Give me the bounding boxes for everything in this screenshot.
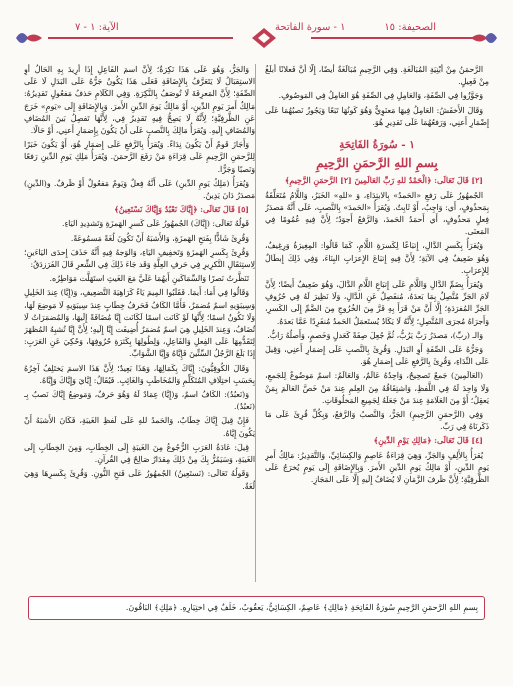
header-rule-right — [311, 37, 484, 39]
paragraph: وَقُرِئَ بِكَسرِ الهَمزَةِ وَتَخفِيفِ اليَاءِ، وَالوَجهُ فِيهِ أَنَّهُ حَذَفَ إِحدَى اليَاءَينِ؛ لِاستِثقَالِ التَّكرِيرِ فِي حَرفِ العِلَّةِ وَقَد جَاءَ ذَلِكَ فِي الشِّعرِ قَالَ الفَرَزدَقُ: — [24, 247, 255, 270]
verse-reference: [٢] قَالَ تَعَالَى: ﴿الْحَمْدُ للهِ رَبِّ العَالَمِينَ [٢] الرَّحمَنِ الرَّحِيمِ﴾ — [284, 176, 483, 186]
paragraph: وَقَالَ الأَخفَشُ: العَامِلُ فِيهَا مَعنَوِيٌّ وَهُوَ كَونُهَا تَبَعًا وَيَجُوزُ نَصبُهُمَا عَلَى إِضْمَارِ أَعنِي، وَرَفعُهُمَا عَلَى تَقدِيرِ هُوَ. — [265, 105, 489, 127]
paragraph: وَفِي (الرَّحمَنِ الرَّحِيمِ) الجَرُّ، وَالنَّصبُ وَالرَّفعُ، وَبِكُلِّ قُرِئَ عَلَى مَا ذَكَرنَاهُ فِي رَبِّ. — [265, 410, 489, 432]
ornament-left-icon — [14, 26, 44, 50]
paragraph: الرَّحمَنُ مِنْ أَبْنِيَةِ المُبَالَغَةِ. وَفِي الرَّحِيمِ مُبَالَغَةٌ أَيضًا، إِلَّا أَنَّ فَعلانًا أَبلَغُ مِنْ فَعِيلٍ. — [265, 65, 489, 87]
paragraph: وَجَرُّهُ عَلَى الصِّفَةِ أَوِ البَدَلِ. وَقُرِئَ بِالنَّصبِ عَلَى إِضمَارِ أَعنِي، وَقِيلَ عَلَى النِّدَاءِ، وَقُرِئَ بِالرَّفعِ عَلَى إِضمَارِ هُوَ. — [265, 345, 489, 367]
surah-title-label: ١ - سورة الفاتحة — [272, 22, 348, 33]
paragraph: وَ(نَعبُدُ): الكَافُ اسمٌ، وَ(إِيَّا) عِمَادٌ لَهُ وَهُوَ حَرفٌ، وَمَوضِعُ إِيَّاكَ نَصبٌ بِـ (نَعبُدُ). — [24, 390, 255, 412]
page-header — [14, 22, 499, 50]
paragraph: وَقُرِئَ شَاذًّا بِفَتحِ الهَمزَةِ، وَالأَشبَهُ أَنْ تَكُونَ لُغَةً مَسمُوعَةً. — [70, 233, 249, 243]
text-column-right — [265, 64, 489, 582]
paragraph: وَقَالَ الكُوفِيُّونَ: إِيَّاكَ بِكَمَالِهَا، وَهَذَا بَعِيدٌ؛ لِأَنَّ هَذَا الاسمَ يَختَلِفُ آخِرُهُ بِحَسَبِ اختِلَافِ المُتَكَلِّمِ وَالمُخَاطَبِ وَالغَائِبِ. فَيُقَالُ: إِيَّايَ وَإِيَّاكَ وَإِيَّاهُ. — [24, 363, 255, 385]
paragraph: وَالجَرُّ، وَهُوَ عَلَى هَذَا نَكِرَةٌ؛ لِأَنَّ اسمَ الفَاعِلِ إِذَا أُرِيدَ بِهِ الحَالُ أَوِ الاستِقبَالُ لَا يَتَعَرَّفُ بِالإِضَافَةِ فَعَلَى هَذَا يَكُونُ جَرُّهُ عَلَى البَدَلِ لَا عَلَى الصِّفَةِ؛ لِأَنَّ المَعرِفَةَ لَا تُوصَفُ بِالنَّكِرَةِ. وَفِي الكَلَامِ حَذفُ مَفعُولٍ تَقدِيرُهُ: مَالِكٌ أَمرَ يَومِ الدِّينِ، أَوْ مَالِكٌ يَومَ الدِّينِ الأَمرَ. وَبِالإِضَافَةِ إِلَى «يَومِ» خَرَجَ عَنِ الظَّرفِيَّةِ؛ لِأَنَّهُ لَا يَصِحُّ فِيهِ تَقدِيرُ فِي، لِأَنَّهَا تَفصِلُ بَينَ المُضَافِ وَالمُضَافِ إِلَيهِ. وَيُقرَأُ مَالِكَ بِالنَّصبِ عَلَى أَنْ يَكُونَ بِإِضمَارِ أَعنِي، أَوْ حَالًا. — [24, 65, 255, 136]
paragraph: وَالـ (ربِّ)، مَصدَرُ رَبَّ يَرُبُّ، ثُمَّ جُعِلَ صِفَةً كَعَدلٍ وَخَصمٍ، وَأَصلُهُ رَابٌّ. — [267, 330, 483, 340]
verse-reference: [٥] قَالَ تَعَالَى: ﴿إِيَّاكَ نَعْبُدُ وَإِيَّاكَ نَسْتَعِينُ﴾ — [114, 205, 249, 215]
section-heading: ١ - سُورَةُ الفَاتِحَةِ — [339, 139, 415, 152]
paragraph: وَيُقرَأُ (مَلِكُ يَومِ الدِّينِ) عَلَى أَنَّهُ فِعلٌ وَيَومٌ مَفعُولٌ أَوْ ظَرفٌ. و(الدِّينِ) مَصدَرُ دَانَ يَدِينُ. — [24, 178, 255, 201]
text-column-left — [24, 64, 255, 582]
readings-footer-box — [28, 596, 485, 620]
paragraph: وَيُقرَأُ بِضَمِّ الدَّالِ وَاللَّامِ عَلَى إِتبَاعِ اللَّامِ الدَّالَ، وَهُوَ ضَعِيفٌ أَيضًا؛ لِأَنَّ لَامَ الجَرِّ مُتَّصِلٌ بِمَا بَعدَهُ، مُنفَصِلٌ عَنِ الدَّالِ، وَلَا نَظِيرَ لَهُ فِي حُرُوفِ الجَرِّ المُفرَدَةِ؛ إِلَّا أَنَّ مَنْ قَرَأَ بِهِ فَرَّ مِنَ الخُرُوجِ مِنَ الضَّمِّ إِلَى الكَسرِ، وَأَجرَاهُ مُجرَى المُتَّصِلِ؛ لِأَنَّهُ لَا يَكَادُ يُستَعمَلُ الحَمدُ مُنفَرِدًا عَمَّا بَعدَهُ. — [265, 280, 489, 326]
paragraph: وَقَالُوا فِي أَمَا: أَيمَا. فَقَلَبُوا المِيمَ يَاءً كَرَاهِيَةَ التَّضعِيفِ، وَ(إِيَّا) عِندَ الخَلِيلِ وَسِيبَوَيهِ اسمٌ مُضمَرٌ، فَأَمَّا الكَافُ فَحَرفُ خِطَابٍ عِندَ سِيبَوَيهِ لَا مَوضِعَ لَهَا، وَلَا تَكُونُ اسمًا؛ لِأَنَّهَا لَوْ كَانَت اسمًا لَكَانَت إِيَّا مُضَافَةً إِلَيهَا، وَالمُضمَرَاتُ لَا تُضَافُ، وَعِندَ الخَلِيلِ هِيَ اسمٌ مُضمَرٌ أُضِيفَت إِيَّا إِلَيهِ؛ لِأَنَّ إِيَّا تُشبِهُ المُظهَرَ لِتَقَدُّمِهَا عَلَى الفِعلِ وَالفَاعِلِ، وَلِطُولِهَا بِكَثرَةِ حُرُوفِهَا، وَحُكِيَ عَنِ العَرَبِ: إِذَا بَلَغَ الرَّجُلُ السِّتِّينَ فَإِيَّاهُ وَإِيَّا الشَّوَابِّ. — [24, 288, 255, 359]
paragraph: وَأَجَازَ قَومٌ أَنْ يَكُونَ نِدَاءً. وَيُقرَأُ بِالرَّفعِ عَلَى إِضمَارِ هُوَ، أَوْ يَكُونَ خَبَرًا لِلرَّحمَنِ الرَّحِيمِ عَلَى قِرَاءَةِ مَنْ رَفَعَ الرَّحمَنَ. وَيُقرَأُ مَلِكِ يَومِ الدِّينِ رَفعًا وَنَصبًا وَجَرًّا. — [24, 140, 255, 174]
paragraph: فَإِنْ قِيلَ إِيَّاكَ خِطَابٌ، وَالحَمدُ للهِ عَلَى لَفظِ الغَيبَةِ، فَكَانَ الأَشبَهُ أَنْ يَكُونَ إِيَّاهُ. — [24, 416, 255, 438]
paragraph: تَنَظَّرتُ نَصرًا وَالسِّمَاكَينِ أَيهُمَا عَلَيَّ مَعَ الغَيثِ استَهَلَّت مَوَاطِرُه. — [49, 274, 249, 284]
paragraph: الجُمهُورُ عَلَى رَفعِ «الحَمدُ» بِالابتِدَاءِ، وَ «للهِ» الخَبَرُ، وَاللَّامُ مُتَعَلِّقَةٌ بِمَحذُوفٍ، أَي: وَاجِبٌ، أَوْ ثَابِتٌ. وَيُقرَأُ «الحَمدَ» بِالنَّصبِ، عَلَى أَنَّهُ مَصدَرُ فِعلٍ مَحذُوفٍ، أَي أَحمَدُ الحَمدَ، وَالرَّفعُ أَجوَدُ؛ لِأَنَّ فِيهِ عُمُومًا فِي المَعنَى. — [265, 190, 489, 237]
paragraph: قِيلَ: عَادَةُ العَرَبِ الرُّجُوعُ مِنَ الغَيبَةِ إِلَى الخِطَابِ، وَمِنَ الخِطَابِ إِلَى الغَيبَةِ، وَسَيَمُرُّ بِكَ مِنْ ذَلِكَ مِقدَارٌ صَالِحٌ فِي القُرآنِ. — [24, 442, 255, 465]
ayah-range-label: الآية: ١ - ٧ — [72, 22, 122, 33]
paragraph: (العَالَمِينَ) جَمعٌ تَصحِيحٌ، وَاحِدُهُ عَالَمٌ، وَالعَالَمُ: اسمٌ مَوضُوعٌ لِلجَمعِ، وَلَا وَاحِدَ لَهُ فِي اللَّفظِ، وَاشتِقَاقُهُ مِنَ العِلمِ عِندَ مَنْ خَصَّ العَالَمَ بِمَنْ يَعقِلُ؛ أَوْ مِنَ العَلَامَةِ عِندَ مَنْ جَعَلَهُ لِجَمِيعِ المَخلُوقَاتِ. — [265, 371, 489, 405]
column-divider — [255, 64, 256, 582]
readings-footer-text: بِسمِ اللهِ الرَّحمَنِ الرَّحِيمِ سُورَةُ الفَاتِحَةِ ﴿مَالِكِ﴾ عَاصِمٌ، الكِسَائِيُّ، يَعقُوبُ، خَلَفٌ فِي اختِيَارِهِ. ﴿مَلِكِ﴾ البَاقُونَ. — [125, 603, 478, 612]
ornament-right-icon — [469, 26, 499, 50]
paragraph: يُقرَأُ بِالأَلِفِ وَالجَرِّ، وَهِيَ قِرَاءَةُ عَاصِمٍ وَالكِسَائِيِّ، وَالتَّقدِيرُ: مَالِكُ أَمرِ يَومِ الدِّينِ، أَوْ مَالِكُ يَومِ الدِّينِ الأَمرَ. وَبِالإِضَافَةِ إِلَى يَومٍ يُخرَجُ عَلَى الظَّرفِيَّةِ؛ لِأَنَّ ظَرفَ الزَّمَانِ لَا يُضَافُ إِلَيهِ إِلَّا عَلَى المَجَازِ. — [265, 450, 489, 485]
paragraph: وَيُقرَأُ بِكَسرِ الدَّالِ، إِتبَاعًا لِكَسرَةِ اللَّامِ، كَمَا قَالُوا: المِغِيرَةُ وَرِغِيفٌ، وَهُوَ ضَعِيفٌ فِي الآيَةِ؛ لِأَنَّ فِيهِ إِتبَاعَ الإِعرَابِ البِنَاءَ، وَفِي ذَلِكَ إِبطَالٌ لِلإِعرَابِ. — [265, 241, 489, 275]
paragraph: وَجَوَّزُوا فِي الصِّفَةِ، وَالعَامِلِ فِي الصِّفَةِ هُوَ العَامِلُ فِي المَوصُوفِ. — [278, 91, 483, 101]
verse-reference: [٤] قَالَ تَعَالَى: ﴿مَالِكِ يَوْمِ الدِّينِ﴾ — [373, 436, 483, 446]
header-rule-left — [48, 37, 233, 39]
page-number-label: الصحيفة: ١٥ — [381, 22, 439, 33]
paragraph: قَولُهُ تَعَالَى: (إِيَّاكَ) الجُمهُورُ عَلَى كَسرِ الهَمزَةِ وَتَشدِيدِ اليَاءِ. — [61, 219, 249, 229]
basmala-heading: بِسمِ اللهِ الرَّحمَنِ الرَّحِيمِ — [316, 156, 438, 171]
paragraph: وَقَولُهُ تَعَالَى: (نَستَعِينُ) الجُمهُورُ عَلَى فَتحِ النُّونِ. وَقُرِئَ بِكَسرِهَا وَهِيَ لُغَةٌ. — [24, 469, 255, 491]
